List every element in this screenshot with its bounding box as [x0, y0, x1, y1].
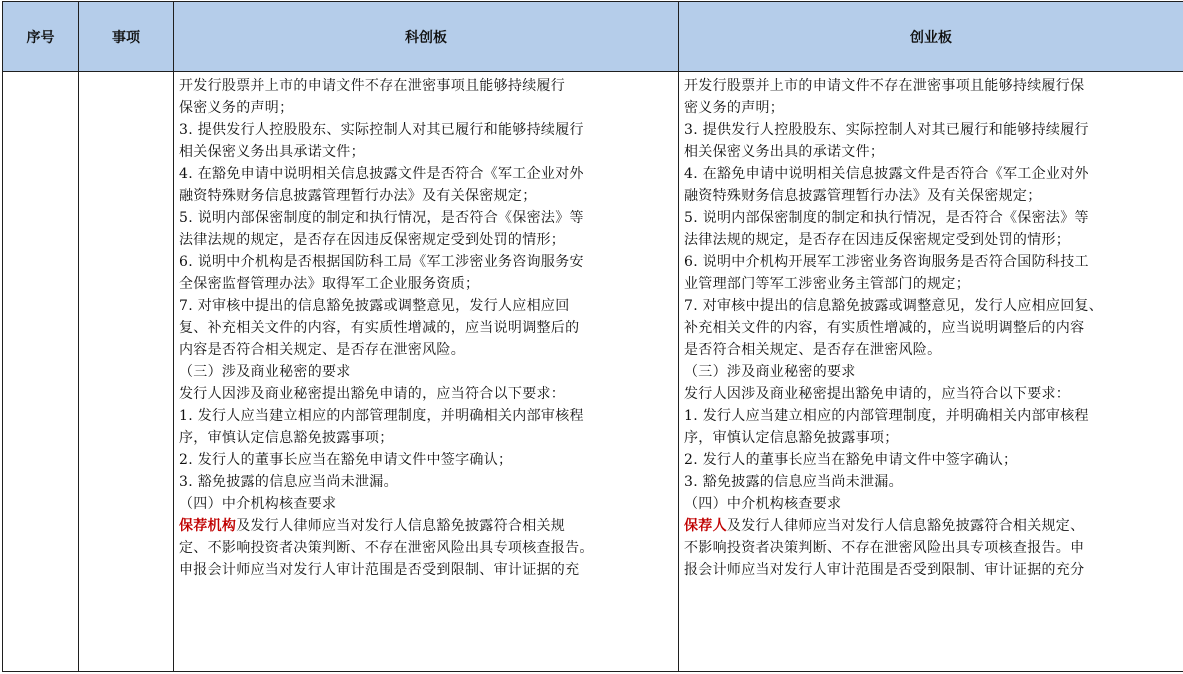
text-line: 定、不影响投资者决策判断、不存在泄密风险出具专项核查报告。 [179, 540, 594, 556]
text-line: 3. 提供发行人控股股东、实际控制人对其已履行和能够持续履行 [179, 122, 584, 138]
header-gem-market: 创业板 [679, 2, 1183, 72]
text-line: 开发行股票并上市的申请文件不存在泄密事项且能够持续履行保 [684, 78, 1085, 94]
text-line: 复、补充相关文件的内容，有实质性增减的，应当说明调整后的 [179, 320, 580, 336]
text-line: 相关保密义务出具的承诺文件； [684, 144, 885, 160]
cell-star-market [174, 72, 679, 672]
text-line: 全保密监督管理办法》取得军工企业服务资质； [179, 276, 480, 292]
text-line: 序，审慎认定信息豁免披露事项； [179, 430, 394, 446]
text-line: 融资特殊财务信息披露管理暂行办法》及有关保密规定； [684, 188, 1042, 204]
text-line: 3. 豁免披露的信息应当尚未泄漏。 [684, 474, 903, 490]
text-line: 3. 提供发行人控股股东、实际控制人对其已履行和能够持续履行 [684, 122, 1089, 138]
header-item: 事项 [79, 2, 174, 72]
text-line: 申报会计师应当对发行人审计范围是否受到限制、审计证据的充 [179, 562, 580, 578]
text-line: 保密义务的声明； [179, 100, 294, 116]
text-line: 4. 在豁免申请中说明相关信息披露文件是否符合《军工企业对外 [684, 166, 1089, 182]
star-market-review-line [179, 515, 673, 537]
header-row [3, 2, 1183, 72]
text-line: 6. 说明中介机构开展军工涉密业务咨询服务是否符合国防科技工 [684, 254, 1089, 270]
gem-review-text: 及发行人律师应当对发行人信息豁免披露符合相关规定、 [726, 518, 1085, 534]
table-row [3, 72, 1183, 672]
text-line: 序，审慎认定信息豁免披露事项； [684, 430, 899, 446]
star-review-text: 及发行人律师应当对发行人信息豁免披露符合相关规 [236, 518, 566, 534]
text-line: 1. 发行人应当建立相应的内部管理制度，并明确相关内部审核程 [179, 408, 584, 424]
comparison-table [2, 1, 1183, 672]
text-line: 不影响投资者决策判断、不存在泄密风险出具专项核查报告。申 [684, 540, 1085, 556]
text-line: 报会计师应当对发行人审计范围是否受到限制、审计证据的充分 [684, 562, 1085, 578]
header-star-market: 科创板 [174, 2, 679, 72]
text-line: 相关保密义务出具承诺文件； [179, 144, 365, 160]
text-line: 补充相关文件的内容，有实质性增减的，应当说明调整后的内容 [684, 320, 1085, 336]
text-line: （三）涉及商业秘密的要求 [179, 364, 351, 380]
text-line: （三）涉及商业秘密的要求 [684, 364, 856, 380]
text-line: （四）中介机构核查要求 [179, 496, 337, 512]
text-line: 5. 说明内部保密制度的制定和执行情况，是否符合《保密法》等 [684, 210, 1089, 226]
text-line: 密义务的声明； [684, 100, 785, 116]
text-line: 是否符合相关规定、是否存在泄密风险。 [684, 342, 942, 358]
text-line: （四）中介机构核查要求 [684, 496, 842, 512]
text-line: 业管理部门等军工涉密业务主管部门的规定； [684, 276, 970, 292]
text-line: 7. 对审核中提出的信息豁免披露或调整意见，发行人应相应回复、 [684, 298, 1104, 314]
cell-no [3, 72, 79, 672]
header-no: 序号 [3, 2, 79, 72]
gem-market-text [684, 75, 1178, 515]
text-line: 法律法规的规定，是否存在因违反保密规定受到处罚的情形； [179, 232, 566, 248]
text-line: 5. 说明内部保密制度的制定和执行情况，是否符合《保密法》等 [179, 210, 584, 226]
cell-item [79, 72, 174, 672]
text-line: 发行人因涉及商业秘密提出豁免申请的，应当符合以下要求： [684, 386, 1071, 402]
text-line: 发行人因涉及商业秘密提出豁免申请的，应当符合以下要求： [179, 386, 566, 402]
text-line: 法律法规的规定，是否存在因违反保密规定受到处罚的情形； [684, 232, 1071, 248]
text-line: 7. 对审核中提出的信息豁免披露或调整意见，发行人应相应回 [179, 298, 570, 314]
text-line: 开发行股票并上市的申请文件不存在泄密事项且能够持续履行 [179, 78, 566, 94]
text-line: 2. 发行人的董事长应当在豁免申请文件中签字确认； [684, 452, 1018, 468]
text-line: 1. 发行人应当建立相应的内部管理制度，并明确相关内部审核程 [684, 408, 1089, 424]
star-highlight-sponsor: 保荐机构 [179, 518, 237, 534]
text-line: 6. 说明中介机构是否根据国防科工局《军工涉密业务咨询服务安 [179, 254, 584, 270]
cell-gem-market [679, 72, 1183, 672]
text-line: 3. 豁免披露的信息应当尚未泄漏。 [179, 474, 398, 490]
gem-highlight-sponsor: 保荐人 [684, 518, 727, 534]
gem-market-tail-text [684, 537, 1178, 581]
text-line: 2. 发行人的董事长应当在豁免申请文件中签字确认； [179, 452, 513, 468]
text-line: 融资特殊财务信息披露管理暂行办法》及有关保密规定； [179, 188, 537, 204]
text-line: 4. 在豁免申请中说明相关信息披露文件是否符合《军工企业对外 [179, 166, 584, 182]
star-market-tail-text [179, 537, 673, 581]
star-market-text [179, 75, 673, 515]
text-line: 内容是否符合相关规定、是否存在泄密风险。 [179, 342, 465, 358]
gem-market-review-line [684, 515, 1178, 537]
